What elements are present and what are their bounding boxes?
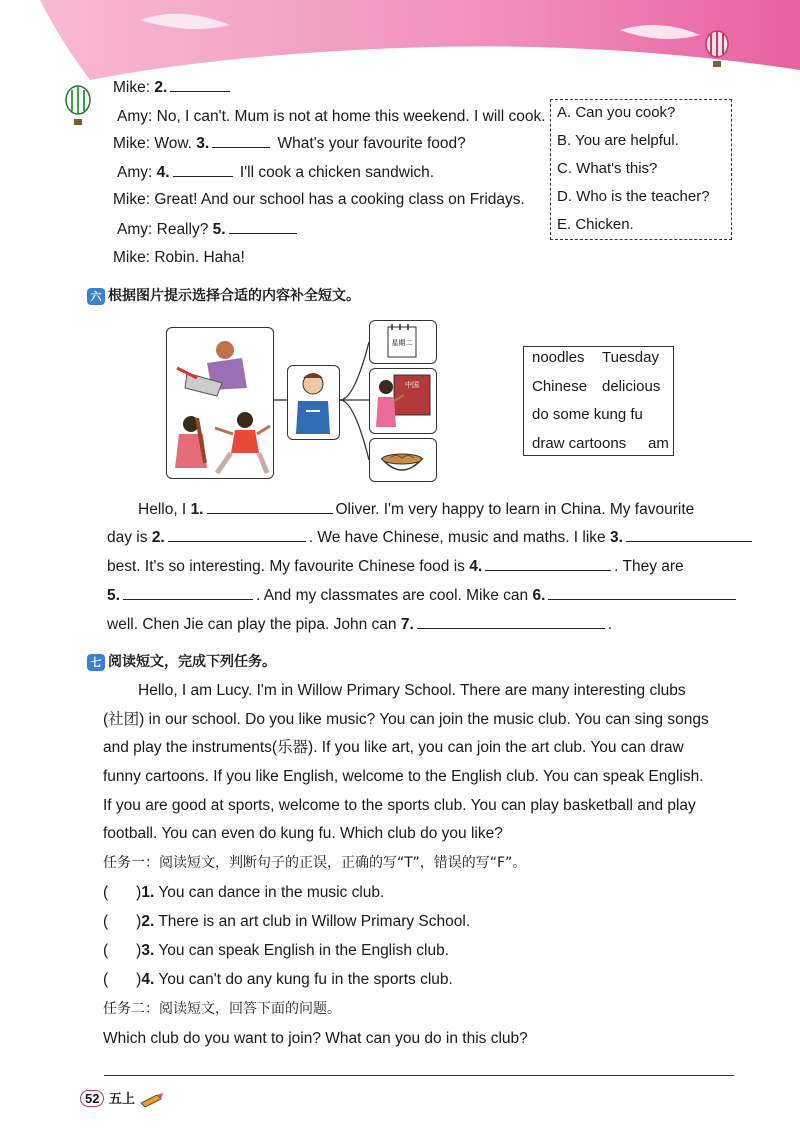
- section-number-icon: 六: [87, 288, 105, 305]
- passage-line-5: If you are good at sports, welcome to the sports club. You can play basketball and play: [103, 797, 696, 814]
- section-number-icon: 七: [87, 654, 105, 671]
- task-2-instruction: 任务二：阅读短文，回答下面的问题。: [103, 1001, 341, 1017]
- picture-noodles: [369, 438, 437, 482]
- dialogue-line-6: Amy: Really? 5.: [117, 219, 300, 241]
- balloon-icon: [702, 30, 732, 70]
- passage-line-1: Hello, I am Lucy. I'm in Willow Primary School. There are many interesting clubs: [138, 682, 686, 699]
- cloze-line-2: day is 2. . We have Chinese, music and maths. I like 3.: [107, 527, 755, 549]
- option-d: D. Who is the teacher?: [557, 188, 710, 205]
- word-item: Tuesday: [602, 349, 659, 366]
- grade-label: 五上: [108, 1092, 135, 1107]
- cloze-line-1: Hello, I 1. Oliver. I'm very happy to learn in China. My favourite: [138, 501, 695, 518]
- word-bank: [523, 346, 674, 456]
- statement-4: ( )4. You can't do any kung fu in the sports club.: [103, 971, 453, 988]
- options-box: [550, 99, 732, 240]
- cloze-line-5: well. Chen Jie can play the pipa. John can 7. .: [107, 616, 613, 633]
- picture-teacher: [369, 368, 437, 434]
- answer-blank[interactable]: [207, 499, 333, 514]
- pencil-icon: [139, 1091, 165, 1107]
- board-label: 中国: [405, 381, 419, 389]
- dialogue-line-5: Mike: Great! And our school has a cooking class on Fridays.: [113, 191, 525, 208]
- answer-line[interactable]: [104, 1075, 734, 1076]
- tf-answer-slot[interactable]: [111, 912, 133, 926]
- header-banner: [0, 0, 800, 80]
- option-b: B. You are helpful.: [557, 132, 679, 149]
- statement-1: ( )1. You can dance in the music club.: [103, 884, 385, 901]
- answer-blank[interactable]: [417, 614, 605, 629]
- dialogue-line-2: Amy: No, I can't. Mum is not at home this weekend. I will cook.: [117, 108, 546, 125]
- option-c: C. What's this?: [557, 160, 658, 177]
- tf-answer-slot[interactable]: [111, 970, 133, 984]
- passage-line-3: and play the instruments(乐器). If you like art, you can join the art club. You can draw: [103, 739, 684, 756]
- tf-answer-slot[interactable]: [111, 941, 133, 955]
- dialogue-line-3: Mike: Wow. 3. What's your favourite food?: [113, 135, 466, 152]
- page-number: 52: [80, 1090, 104, 1107]
- answer-blank[interactable]: [212, 133, 270, 148]
- word-item: draw cartoons: [532, 435, 627, 452]
- kids-activities-illustration: [167, 328, 272, 477]
- statement-3: ( )3. You can speak English in the English club.: [103, 942, 449, 959]
- picture-calendar: [369, 320, 437, 364]
- answer-blank[interactable]: [485, 556, 611, 571]
- answer-blank[interactable]: [548, 585, 736, 600]
- passage-line-2: (社团) in our school. Do you like music? You can join the music club. You can sing songs: [103, 711, 709, 728]
- answer-blank[interactable]: [170, 77, 230, 92]
- answer-blank[interactable]: [229, 219, 297, 234]
- statement-2: ( )2. There is an art club in Willow Primary School.: [103, 913, 471, 930]
- calendar-label: 星期二: [391, 339, 413, 347]
- dialogue-line-7: Mike: Robin. Haha!: [113, 249, 245, 266]
- passage-line-4: funny cartoons. If you like English, welcome to the English club. You can speak English.: [103, 768, 704, 785]
- passage-line-6: football. You can even do kung fu. Which club do you like?: [103, 825, 503, 842]
- balloon-icon: [62, 85, 94, 129]
- cloze-line-4: 5. . And my classmates are cool. Mike can 6.: [107, 585, 739, 607]
- answer-blank[interactable]: [173, 162, 233, 177]
- cloze-line-3: best. It's so interesting. My favourite Chinese food is 4. . They are: [107, 558, 684, 575]
- word-item: Chinese: [532, 378, 588, 395]
- option-a: A. Can you cook?: [557, 104, 676, 121]
- word-item: am: [648, 435, 669, 452]
- section-7-heading: 七 阅读短文，完成下列任务。: [87, 651, 276, 671]
- connector-lines: [274, 330, 374, 470]
- word-item: do some kung fu: [532, 406, 643, 423]
- option-e: E. Chicken.: [557, 216, 634, 233]
- picture-activities: [166, 327, 274, 479]
- dialogue-line-4: Amy: 4. I'll cook a chicken sandwich.: [117, 164, 435, 181]
- task-2-question: Which club do you want to join? What can you do in this club?: [103, 1030, 528, 1047]
- page-footer: [80, 1088, 165, 1108]
- word-item: delicious: [602, 378, 661, 395]
- tf-answer-slot[interactable]: [111, 883, 133, 897]
- task-1-instruction: 任务一：阅读短文，判断句子的正误，正确的写“T”，错误的写“F”。: [103, 855, 527, 871]
- word-item: noodles: [532, 349, 585, 366]
- answer-blank[interactable]: [168, 527, 306, 542]
- dialogue-line-1: Mike: 2.: [113, 77, 233, 99]
- section-6-heading: 六 根据图片提示选择合适的内容补全短文。: [87, 285, 360, 305]
- answer-blank[interactable]: [626, 527, 752, 542]
- answer-blank[interactable]: [123, 585, 253, 600]
